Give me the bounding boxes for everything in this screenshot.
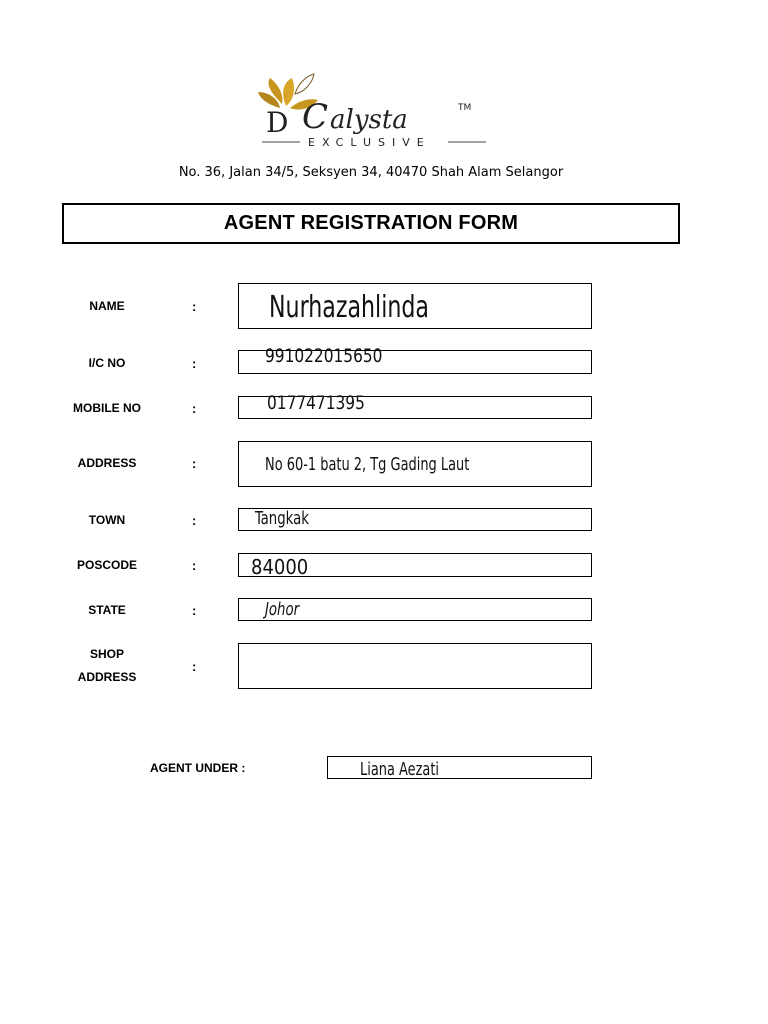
poscode-colon: : — [192, 558, 197, 573]
logo-letter-d: D — [266, 106, 289, 139]
mobile-no-value: 0177471395 — [267, 392, 365, 414]
address-field[interactable] — [238, 441, 592, 487]
company-address: No. 36, Jalan 34/5, Seksyen 34, 40470 Shah Alam Selangor — [178, 165, 564, 180]
svg-text:EXCLUSIVE: EXCLUSIVE — [308, 136, 431, 149]
svg-text:TM: TM — [458, 103, 472, 113]
svg-text:C: C — [302, 97, 329, 137]
ic-no-colon: : — [192, 356, 197, 371]
address-colon: : — [192, 456, 197, 471]
shop-address-colon: : — [192, 659, 197, 674]
shop-address-label-line2: ADDRESS — [77, 670, 137, 684]
logo-graphic — [240, 70, 502, 150]
svg-text:alysta: alysta — [330, 105, 408, 135]
mobile-no-colon: : — [192, 401, 197, 416]
shop-address-label-line1: SHOP — [89, 647, 124, 661]
address-label: ADDRESS — [77, 456, 137, 470]
state-colon: : — [192, 603, 197, 618]
poscode-value: 84000 — [251, 555, 309, 579]
town-colon: : — [192, 513, 197, 528]
town-label: TOWN — [88, 513, 126, 527]
form-title: AGENT REGISTRATION FORM — [223, 212, 519, 234]
form-title-box — [62, 203, 680, 244]
agent-under-label: AGENT UNDER : — [150, 761, 246, 775]
poscode-label: POSCODE — [76, 558, 137, 572]
state-field[interactable] — [238, 598, 592, 621]
address-value: No 60-1 batu 2, Tg Gading Laut — [265, 454, 470, 475]
agent-under-field[interactable] — [327, 756, 592, 779]
state-label: STATE — [88, 603, 126, 617]
name-value: Nurhazahlinda — [269, 290, 429, 325]
poscode-field[interactable] — [238, 553, 592, 577]
company-logo — [240, 70, 502, 150]
name-field[interactable] — [238, 283, 592, 329]
shop-address-field[interactable] — [238, 643, 592, 689]
town-value: Tangkak — [255, 508, 309, 529]
ic-no-value: 991022015650 — [265, 345, 383, 367]
state-value: Johor — [265, 599, 300, 620]
mobile-no-label: MOBILE NO — [73, 401, 141, 415]
town-field[interactable] — [238, 508, 592, 531]
agent-under-value: Liana Aezati — [360, 759, 440, 779]
ic-no-field[interactable] — [238, 345, 592, 374]
ic-no-label: I/C NO — [88, 356, 126, 370]
name-colon: : — [192, 299, 197, 314]
name-label: NAME — [89, 299, 125, 313]
mobile-no-field[interactable] — [238, 392, 592, 419]
